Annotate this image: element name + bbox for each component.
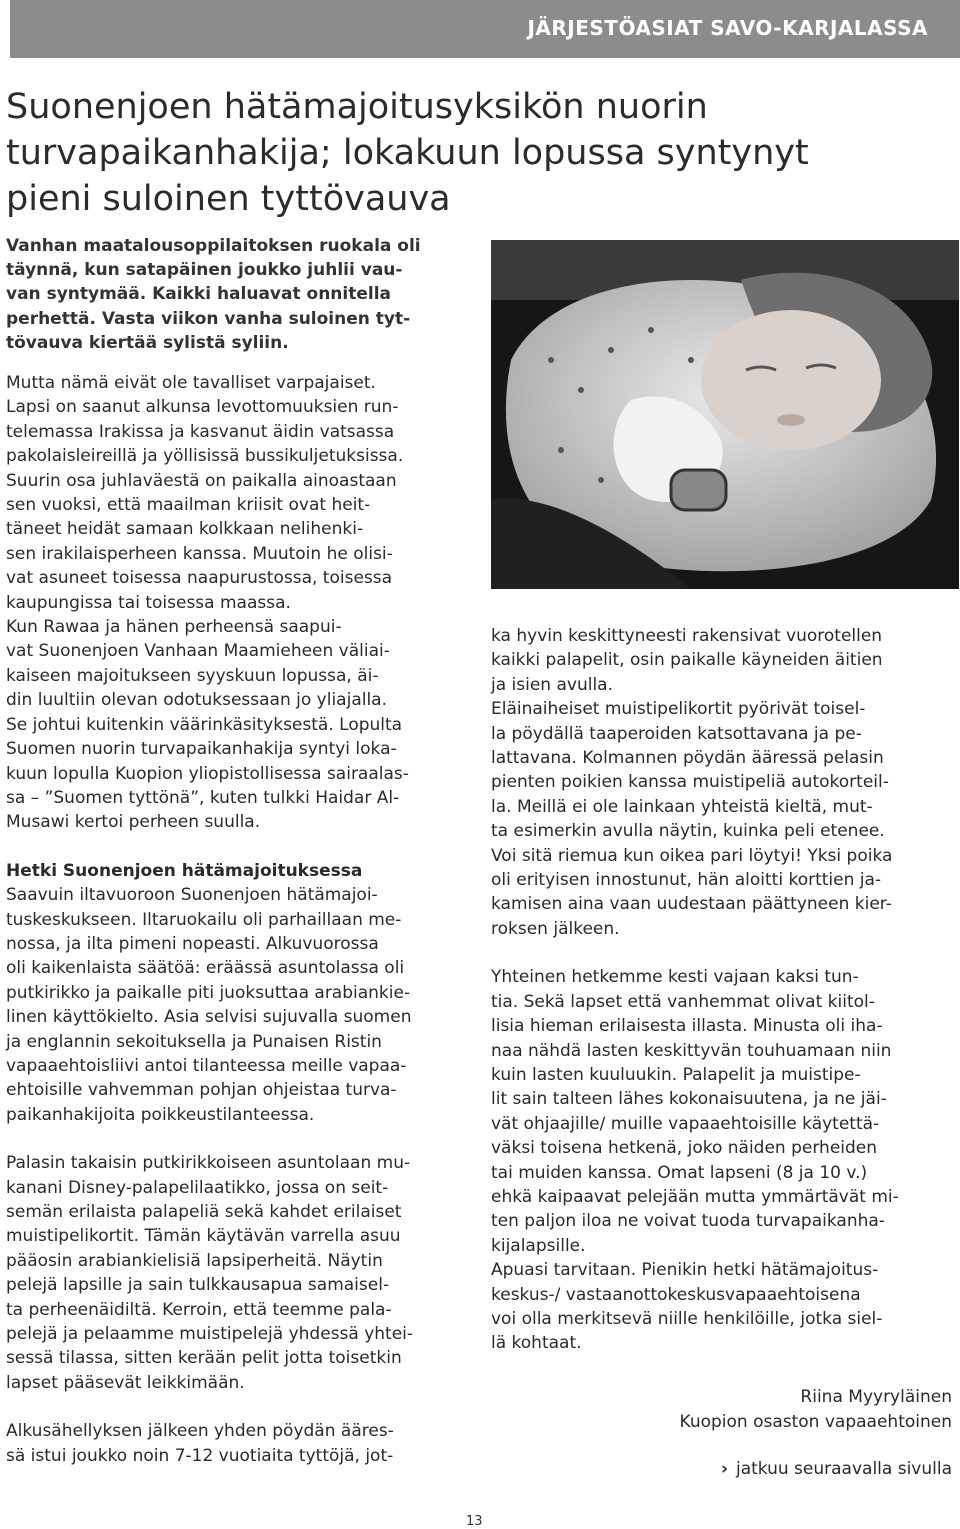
text-line: kuun lopulla Kuopion yliopistollisessa sairaalas- <box>6 763 409 784</box>
text-line: sa – ”Suomen tyttönä”, kuten tulkki Haidar Al- <box>6 787 400 808</box>
lead-line: tövauva kiertää sylistä syliin. <box>6 332 289 353</box>
text-line: lit sain talteen lähes kokonaisuutena, ja ne jäi- <box>491 1089 887 1110</box>
text-line: kaiseen majoitukseen syyskuun lopussa, äi- <box>6 665 379 686</box>
author-name: Riina Myyryläinen <box>800 1387 952 1407</box>
text-line: lä kohtaat. <box>491 1333 582 1354</box>
text-line: la. Meillä ei ole lainkaan yhteistä kieltä, mut- <box>491 796 873 817</box>
article-lead <box>6 234 476 355</box>
text-line: pelejä lapsille ja sain tulkkausapua samaisel- <box>6 1275 390 1296</box>
paragraph-gap <box>6 1127 476 1151</box>
text-line: Saavuin iltavuoroon Suonenjoen hätämajoi- <box>6 885 378 906</box>
right-column <box>491 624 959 1356</box>
text-line: Yhteinen hetkemme kesti vajaan kaksi tun- <box>491 967 859 988</box>
left-column <box>6 371 476 1468</box>
text-line: Kun Rawaa ja hänen perheensä saapui- <box>6 617 342 638</box>
text-line: la pöydällä taaperoiden katsottavana ja pe- <box>491 723 862 744</box>
text-line: sä istui joukko noin 7-12 vuotiaita tyttöjä, jot- <box>6 1445 394 1466</box>
author-signature <box>680 1385 952 1435</box>
text-line: ta perheenäidiltä. Kerroin, että teemme pala- <box>6 1299 392 1320</box>
text-line: vät ohjaajille/ muille vapaaehtoisille käytettä- <box>491 1113 880 1134</box>
text-line: paikanhakijoita poikkeustilanteessa. <box>6 1104 315 1125</box>
text-line: pääosin arabiankielisiä lapsiperheitä. Näytin <box>6 1250 383 1271</box>
photo-illustration <box>491 240 959 589</box>
text-line: lattavana. Kolmannen pöydän ääressä pelasin <box>491 748 884 769</box>
title-line: pieni suloinen tyttövauva <box>6 179 451 219</box>
text-line: sessä tilassa, sitten kerään pelit jotta toisetkin <box>6 1348 402 1369</box>
lead-line: van syntymää. Kaikki haluavat onnitella <box>6 284 392 305</box>
text-line: Apuasi tarvitaan. Pienikin hetki hätämajoitus- <box>491 1260 879 1281</box>
continues-text: jatkuu seuraavalla sivulla <box>735 1459 952 1479</box>
text-line: ka hyvin keskittyneesti rakensivat vuorotellen <box>491 626 883 646</box>
text-line: Suurin osa juhlaväestä on paikalla ainoastaan <box>6 470 397 491</box>
text-line: naa nähdä lasten keskittyvän touhuamaan niin <box>491 1040 892 1061</box>
text-line: kuin lasten kuuluukin. Palapelit ja muistipe- <box>491 1064 861 1085</box>
text-line: linen käyttökielto. Asia selvisi sujuvalla suomen <box>6 1007 412 1028</box>
chevron-right-icon: › <box>720 1459 728 1479</box>
text-line: nossa, ja ilta pimeni nopeasti. Alkuvuorossa <box>6 933 379 954</box>
text-line: lapset pääsevät leikkimään. <box>6 1372 245 1393</box>
text-line: pienten poikien kanssa muistipeliä autokorteil- <box>491 772 889 793</box>
text-line: ja isien avulla. <box>491 674 614 695</box>
paragraph-gap <box>491 941 959 965</box>
text-line: vat asuneet toisessa naapurustossa, toisessa <box>6 568 393 589</box>
text-line: din luultiin olevan odotuksessaan jo yliajalla. <box>6 690 387 711</box>
text-line: Lapsi on saanut alkunsa levottomuuksien run- <box>6 397 399 418</box>
text-line: ta esimerkin avulla näytin, kuinka peli etenee. <box>491 821 885 842</box>
text-line: lisia hieman erilaisesta illasta. Minusta oli iha- <box>491 1016 883 1037</box>
text-line: tai muiden kanssa. Omat lapseni (8 ja 10 v.) <box>491 1162 868 1183</box>
text-line: semän erilaista palapeliä sekä kahdet erilaiset <box>6 1202 402 1222</box>
text-line: tia. Sekä lapset että vanhemmat olivat kiitol- <box>491 991 875 1012</box>
continues-link[interactable] <box>721 1459 952 1479</box>
text-line: Palasin takaisin putkirikkoiseen asuntolaan mu- <box>6 1153 411 1174</box>
section-label: JÄRJESTÖASIAT SAVO-KARJALASSA <box>527 16 928 40</box>
title-line: Suonenjoen hätämajoitusyksikön nuorin <box>6 87 708 127</box>
text-line: putkirikko ja paikalle piti juoksuttaa arabiankie- <box>6 982 411 1003</box>
text-line: oli kaikenlaista säätöä: eräässä asuntolassa oli <box>6 958 405 979</box>
text-line: Se johtui kuitenkin väärinkäsityksestä. Lopulta <box>6 714 403 735</box>
author-role: Kuopion osaston vapaaehtoinen <box>679 1412 952 1432</box>
section-header-bar <box>10 0 960 58</box>
text-line: oli erityisen innostunut, hän aloitti korttien ja- <box>491 870 882 891</box>
paragraph-gap <box>6 835 476 859</box>
text-line: Voi sitä riemua kun oikea pari löytyi! Yksi poika <box>491 845 893 866</box>
text-line: pakolaisleireillä ja yöllisissä bussikuljetuksissa. <box>6 446 404 467</box>
text-line: kijalapsille. <box>491 1235 586 1256</box>
title-line: turvapaikanhakija; lokakuun lopussa syntynyt <box>6 133 809 173</box>
text-line: Alkusähellyksen jälkeen yhden pöydän ääres- <box>6 1421 394 1442</box>
text-line: kaikki palapelit, osin paikalle käyneiden äitien <box>491 650 883 671</box>
lead-line: täynnä, kun satapäinen joukko juhlii vau- <box>6 260 403 281</box>
text-line: kanani Disney-palapelilaatikko, jossa on seit- <box>6 1177 389 1198</box>
text-line: täneet heidät samaan kolkkaan nelihenki- <box>6 519 364 540</box>
lead-line: Vanhan maatalousoppilaitoksen ruokala oli <box>6 236 421 256</box>
text-line: vat Suonenjoen Vanhaan Maamieheen väliai- <box>6 641 390 662</box>
text-line: Musawi kertoi perheen suulla. <box>6 812 261 833</box>
paragraph-gap <box>6 1395 476 1419</box>
text-line: telemassa Irakissa ja kasvanut äidin vatsassa <box>6 421 395 442</box>
text-line: kaupungissa tai toisessa maassa. <box>6 592 291 613</box>
text-line: Mutta nämä eivät ole tavalliset varpajaiset. <box>6 373 376 393</box>
text-line: väksi toisena hetkenä, joko näiden perheiden <box>491 1138 878 1159</box>
text-line: pelejä ja pelaamme muistipelejä yhdessä yhtei- <box>6 1324 414 1345</box>
text-line: vapaaehtoisliivi antoi tilanteessa meille vapaa- <box>6 1055 407 1076</box>
text-line: keskus-/ vastaanottokeskusvapaaehtoisena <box>491 1284 861 1305</box>
page-number: 13 <box>466 1514 483 1529</box>
text-line: sen vuoksi, että maailman kriisit ovat heit- <box>6 495 371 516</box>
article-title <box>6 84 906 222</box>
text-line: ja englannin sekoituksella ja Punaisen Ristin <box>6 1031 382 1052</box>
text-line: kamisen aina vaan uudestaan päättyneen kier- <box>491 894 892 915</box>
text-line: ehkä kaipaavat pelejään mutta ymmärtävät mi- <box>491 1186 899 1207</box>
baby-photo <box>491 240 959 589</box>
text-line: tuskeskukseen. Iltaruokailu oli parhaillaan me- <box>6 909 402 930</box>
text-line: sen irakilaisperheen kanssa. Muutoin he olisi- <box>6 543 393 564</box>
lead-line: perhettä. Vasta viikon vanha suloinen tyt- <box>6 308 411 329</box>
section-subheading: Hetki Suonenjoen hätämajoituksessa <box>6 860 363 881</box>
text-line: roksen jälkeen. <box>491 918 620 939</box>
text-line: Suomen nuorin turvapaikanhakija syntyi loka- <box>6 739 397 760</box>
text-line: voi olla merkitsevä niille henkilöille, jotka siel- <box>491 1308 883 1329</box>
text-line: muistipelikortit. Tämän käytävän varrella asuu <box>6 1226 401 1247</box>
text-line: ten paljon iloa ne voivat tuoda turvapaikanha- <box>491 1211 885 1232</box>
text-line: Eläinaiheiset muistipelikortit pyörivät toisel- <box>491 699 866 720</box>
text-line: ehtoisille vahvemman pohjan ohjeistaa turva- <box>6 1080 397 1101</box>
